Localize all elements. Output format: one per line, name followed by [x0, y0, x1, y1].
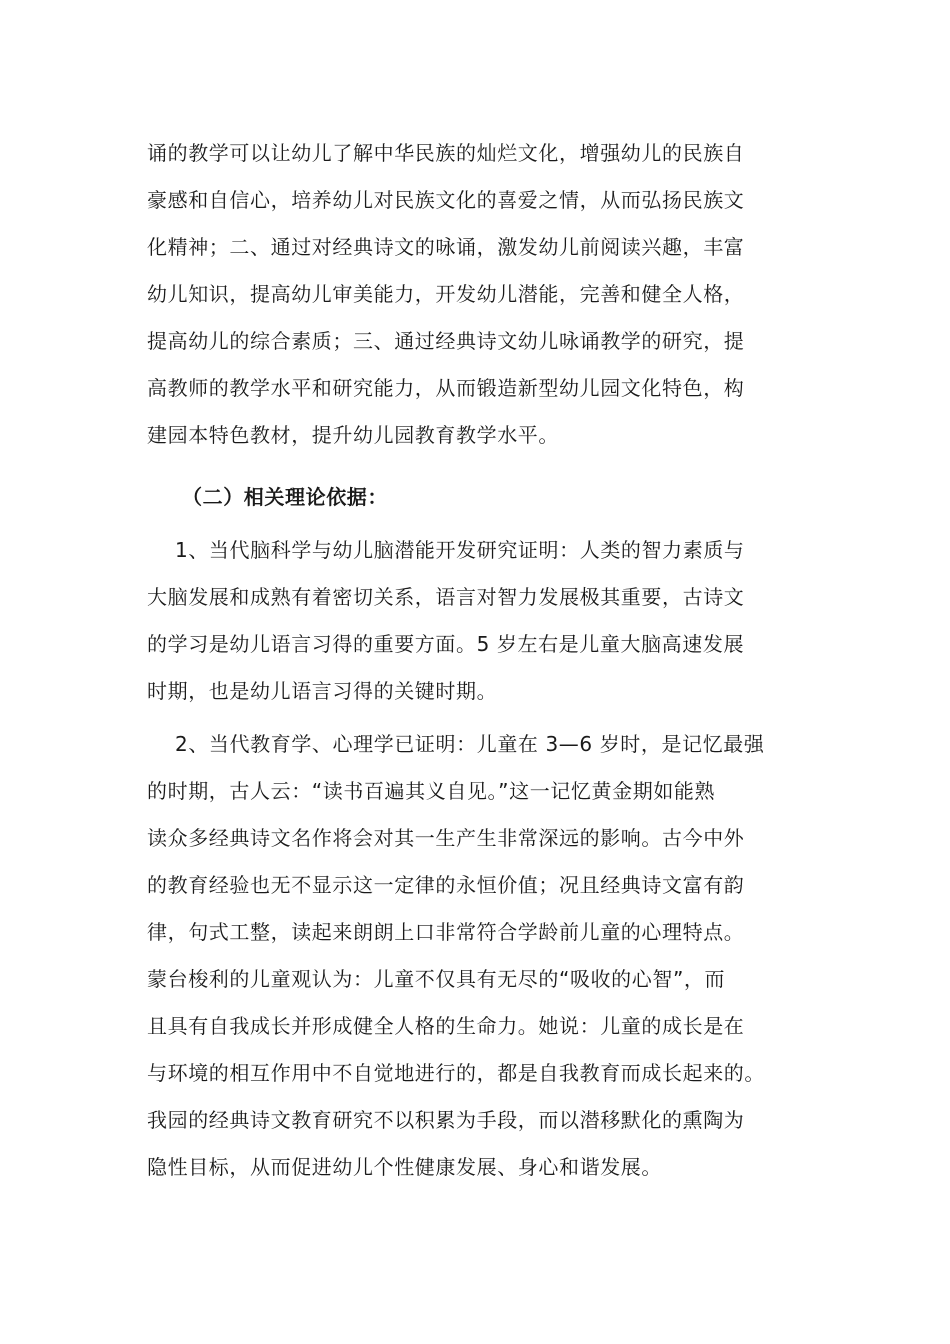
text-line: 隐性目标，从而促进幼儿个性健康发展、身心和谐发展。 — [147, 1155, 662, 1179]
text-line: 诵的教学可以让幼儿了解中华民族的灿烂文化，增强幼儿的民族自 — [147, 141, 745, 165]
text-line: 提高幼儿的综合素质；三、通过经典诗文幼儿咏诵教学的研究，提 — [147, 329, 745, 353]
text-line: 时期，也是幼儿语言习得的关键时期。 — [147, 679, 498, 703]
text-line: 2、当代教育学、心理学已证明：儿童在 3—6 岁时，是记忆最强 — [175, 732, 765, 756]
text-line: 1、当代脑科学与幼儿脑潜能开发研究证明：人类的智力素质与 — [175, 538, 745, 562]
text-line: 豪感和自信心，培养幼儿对民族文化的喜爱之情，从而弘扬民族文 — [147, 188, 745, 212]
text-line: 高教师的教学水平和研究能力，从而锻造新型幼儿园文化特色，构 — [147, 376, 745, 400]
text-line: 大脑发展和成熟有着密切关系，语言对智力发展极其重要，古诗文 — [147, 585, 745, 609]
text-line: 律，句式工整，读起来朗朗上口非常符合学龄前儿童的心理特点。 — [147, 920, 745, 944]
text-line: 读众多经典诗文名作将会对其一生产生非常深远的影响。古今中外 — [147, 826, 745, 850]
text-line: 幼儿知识，提高幼儿审美能力，开发幼儿潜能，完善和健全人格， — [147, 282, 745, 306]
text-line: 建园本特色教材，提升幼儿园教育教学水平。 — [147, 423, 559, 447]
text-line: 蒙台梭利的儿童观认为：儿童不仅具有无尽的“吸收的心智”，而 — [147, 967, 726, 991]
text-line: 与环境的相互作用中不自觉地进行的，都是自我教育而成长起来的。 — [147, 1061, 765, 1085]
text-line: 我园的经典诗文教育研究不以积累为手段，而以潜移默化的熏陶为 — [147, 1108, 745, 1132]
text-line: 化精神；二、通过对经典诗文的咏诵，激发幼儿前阅读兴趣，丰富 — [147, 235, 745, 259]
text-line: 的学习是幼儿语言习得的重要方面。5 岁左右是儿童大脑高速发展 — [147, 632, 745, 656]
section-heading: （二）相关理论依据： — [182, 485, 388, 509]
text-line: 的教育经验也无不显示这一定律的永恒价值；况且经典诗文富有韵 — [147, 873, 745, 897]
text-line: 的时期，古人云：“读书百遍其义自见。”这一记忆黄金期如能熟 — [147, 779, 716, 803]
text-line: 且具有自我成长并形成健全人格的生命力。她说：儿童的成长是在 — [147, 1014, 745, 1038]
